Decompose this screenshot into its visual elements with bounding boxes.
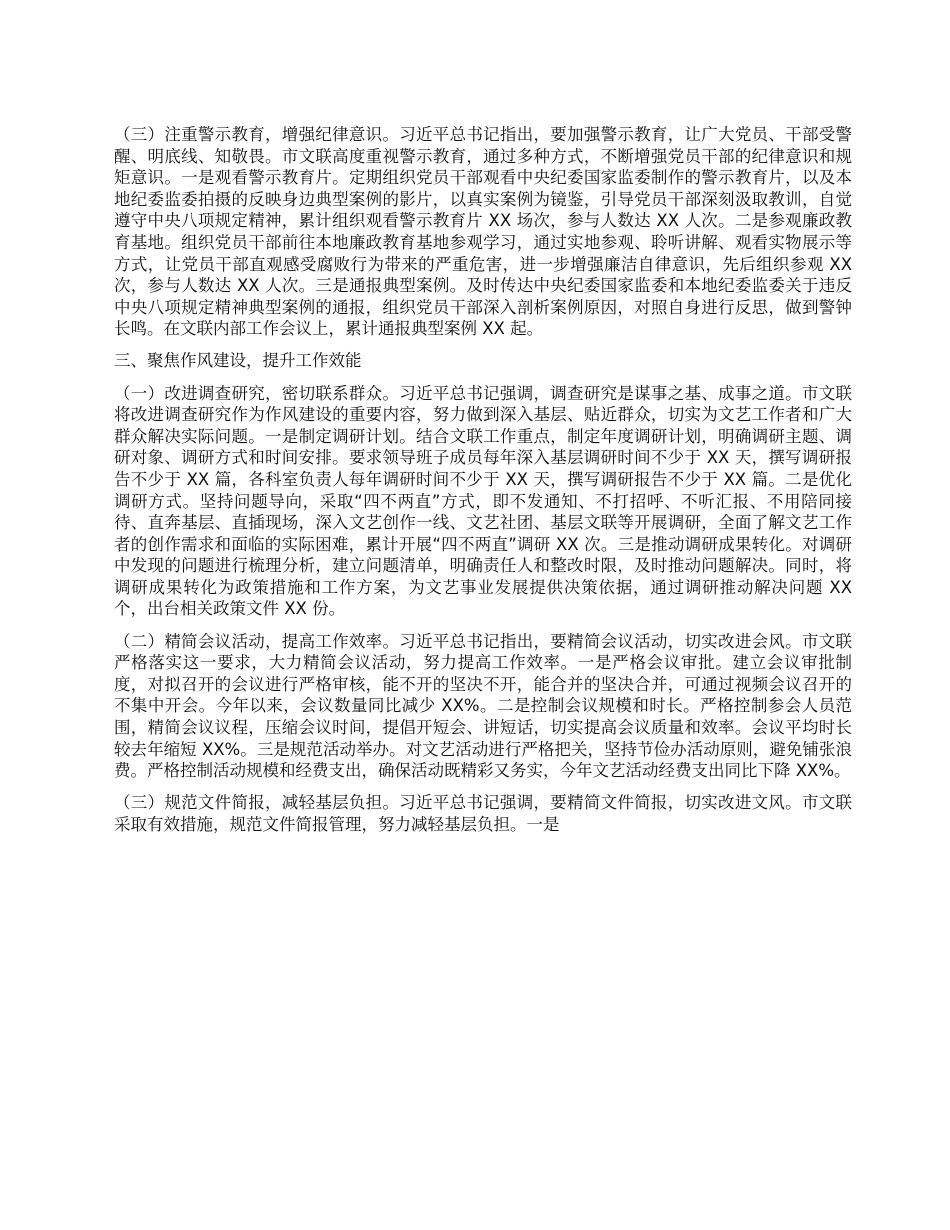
document-body <box>114 124 852 846</box>
paragraph-warning-education: （三）注重警示教育，增强纪律意识。习近平总书记指出，要加强警示教育，让广大党员、干部受警醒、明底线、知敬畏。市文联高度重视警示教育，通过多种方式，不断增强党员干部的纪律意识和规矩意识。一是观看警示教育片。定期组织党员干部观看中央纪委国家监委制作的警示教育片，以及本地纪委监委拍摄的反映身边典型案例的影片，以真实案例为镜鉴，引导党员干部深刻汲取教训，自觉遵守中央八项规定精神，累计组织观看警示教育片 XX 场次，参与人数达 XX 人次。二是参观廉政教育基地。组织党员干部前往本地廉政教育基地参观学习，通过实地参观、聆听讲解、观看实物展示等方式，让党员干部直观感受腐败行为带来的严重危害，进一步增强廉洁自律意识，先后组织参观 XX 次，参与人数达 XX 人次。三是通报典型案例。及时传达中央纪委国家监委和本地纪委监委关于违反中央八项规定精神典型案例的通报，组织党员干部深入剖析案例原因，对照自身进行反思，做到警钟长鸣。在文联内部工作会议上，累计通报典型案例 XX 起。 <box>114 125 852 339</box>
paragraph-investigation-research: （一）改进调查研究，密切联系群众。习近平总书记强调，调查研究是谋事之基、成事之道。市文联将改进调查研究作为作风建设的重要内容，努力做到深入基层、贴近群众，切实为文艺工作者和广大群众解决实际问题。一是制定调研计划。结合文联工作重点，制定年度调研计划，明确调研主题、调研对象、调研方式和时间安排。要求领导班子成员每年深入基层调研时间不少于 XX 天，撰写调研报告不少于 XX 篇，各科室负责人每年调研时间不少于 XX 天，撰写调研报告不少于 XX 篇。二是优化调研方式。坚持问题导向，采取“四不两直”方式，即不发通知、不打招呼、不听汇报、不用陪同接待、直奔基层、直插现场，深入文艺创作一线、文艺社团、基层文联等开展调研，全面了解文艺工作者的创作需求和面临的实际困难，累计开展“四不两直”调研 XX 次。三是推动调研成果转化。对调研中发现的问题进行梳理分析，建立问题清单，明确责任人和整改时限，及时推动问题解决。同时，将调研成果转化为政策措施和工作方案，为文艺事业发展提供决策依据，通过调研推动解决问题 XX 个，出台相关政策文件 XX 份。 <box>114 383 852 619</box>
section-heading-work-style: 三、聚焦作风建设，提升工作效能 <box>114 351 362 371</box>
paragraph-streamline-meetings: （二）精简会议活动，提高工作效率。习近平总书记指出，要精简会议活动，切实改进会风。市文联严格落实这一要求，大力精简会议活动，努力提高工作效率。一是严格会议审批。建立会议审批制度，对拟召开的会议进行严格审核，能不开的坚决不开，能合并的坚决合并，可通过视频会议召开的不集中开会。今年以来，会议数量同比减少 XX%。二是控制会议规模和时长。严格控制参会人员范围，精简会议议程，压缩会议时间，提倡开短会、讲短话，切实提高会议质量和效率。会议平均时长较去年缩短 XX%。三是规范活动举办。对文艺活动进行严格把关，坚持节俭办活动原则，避免铺张浪费。严格控制活动规模和经费支出，确保活动既精彩又务实，今年文艺活动经费支出同比下降 XX%。 <box>114 631 852 781</box>
paragraph-document-briefings: （三）规范文件简报，减轻基层负担。习近平总书记强调，要精简文件简报，切实改进文风。市文联采取有效措施，规范文件简报管理，努力减轻基层负担。一是 <box>114 793 852 834</box>
